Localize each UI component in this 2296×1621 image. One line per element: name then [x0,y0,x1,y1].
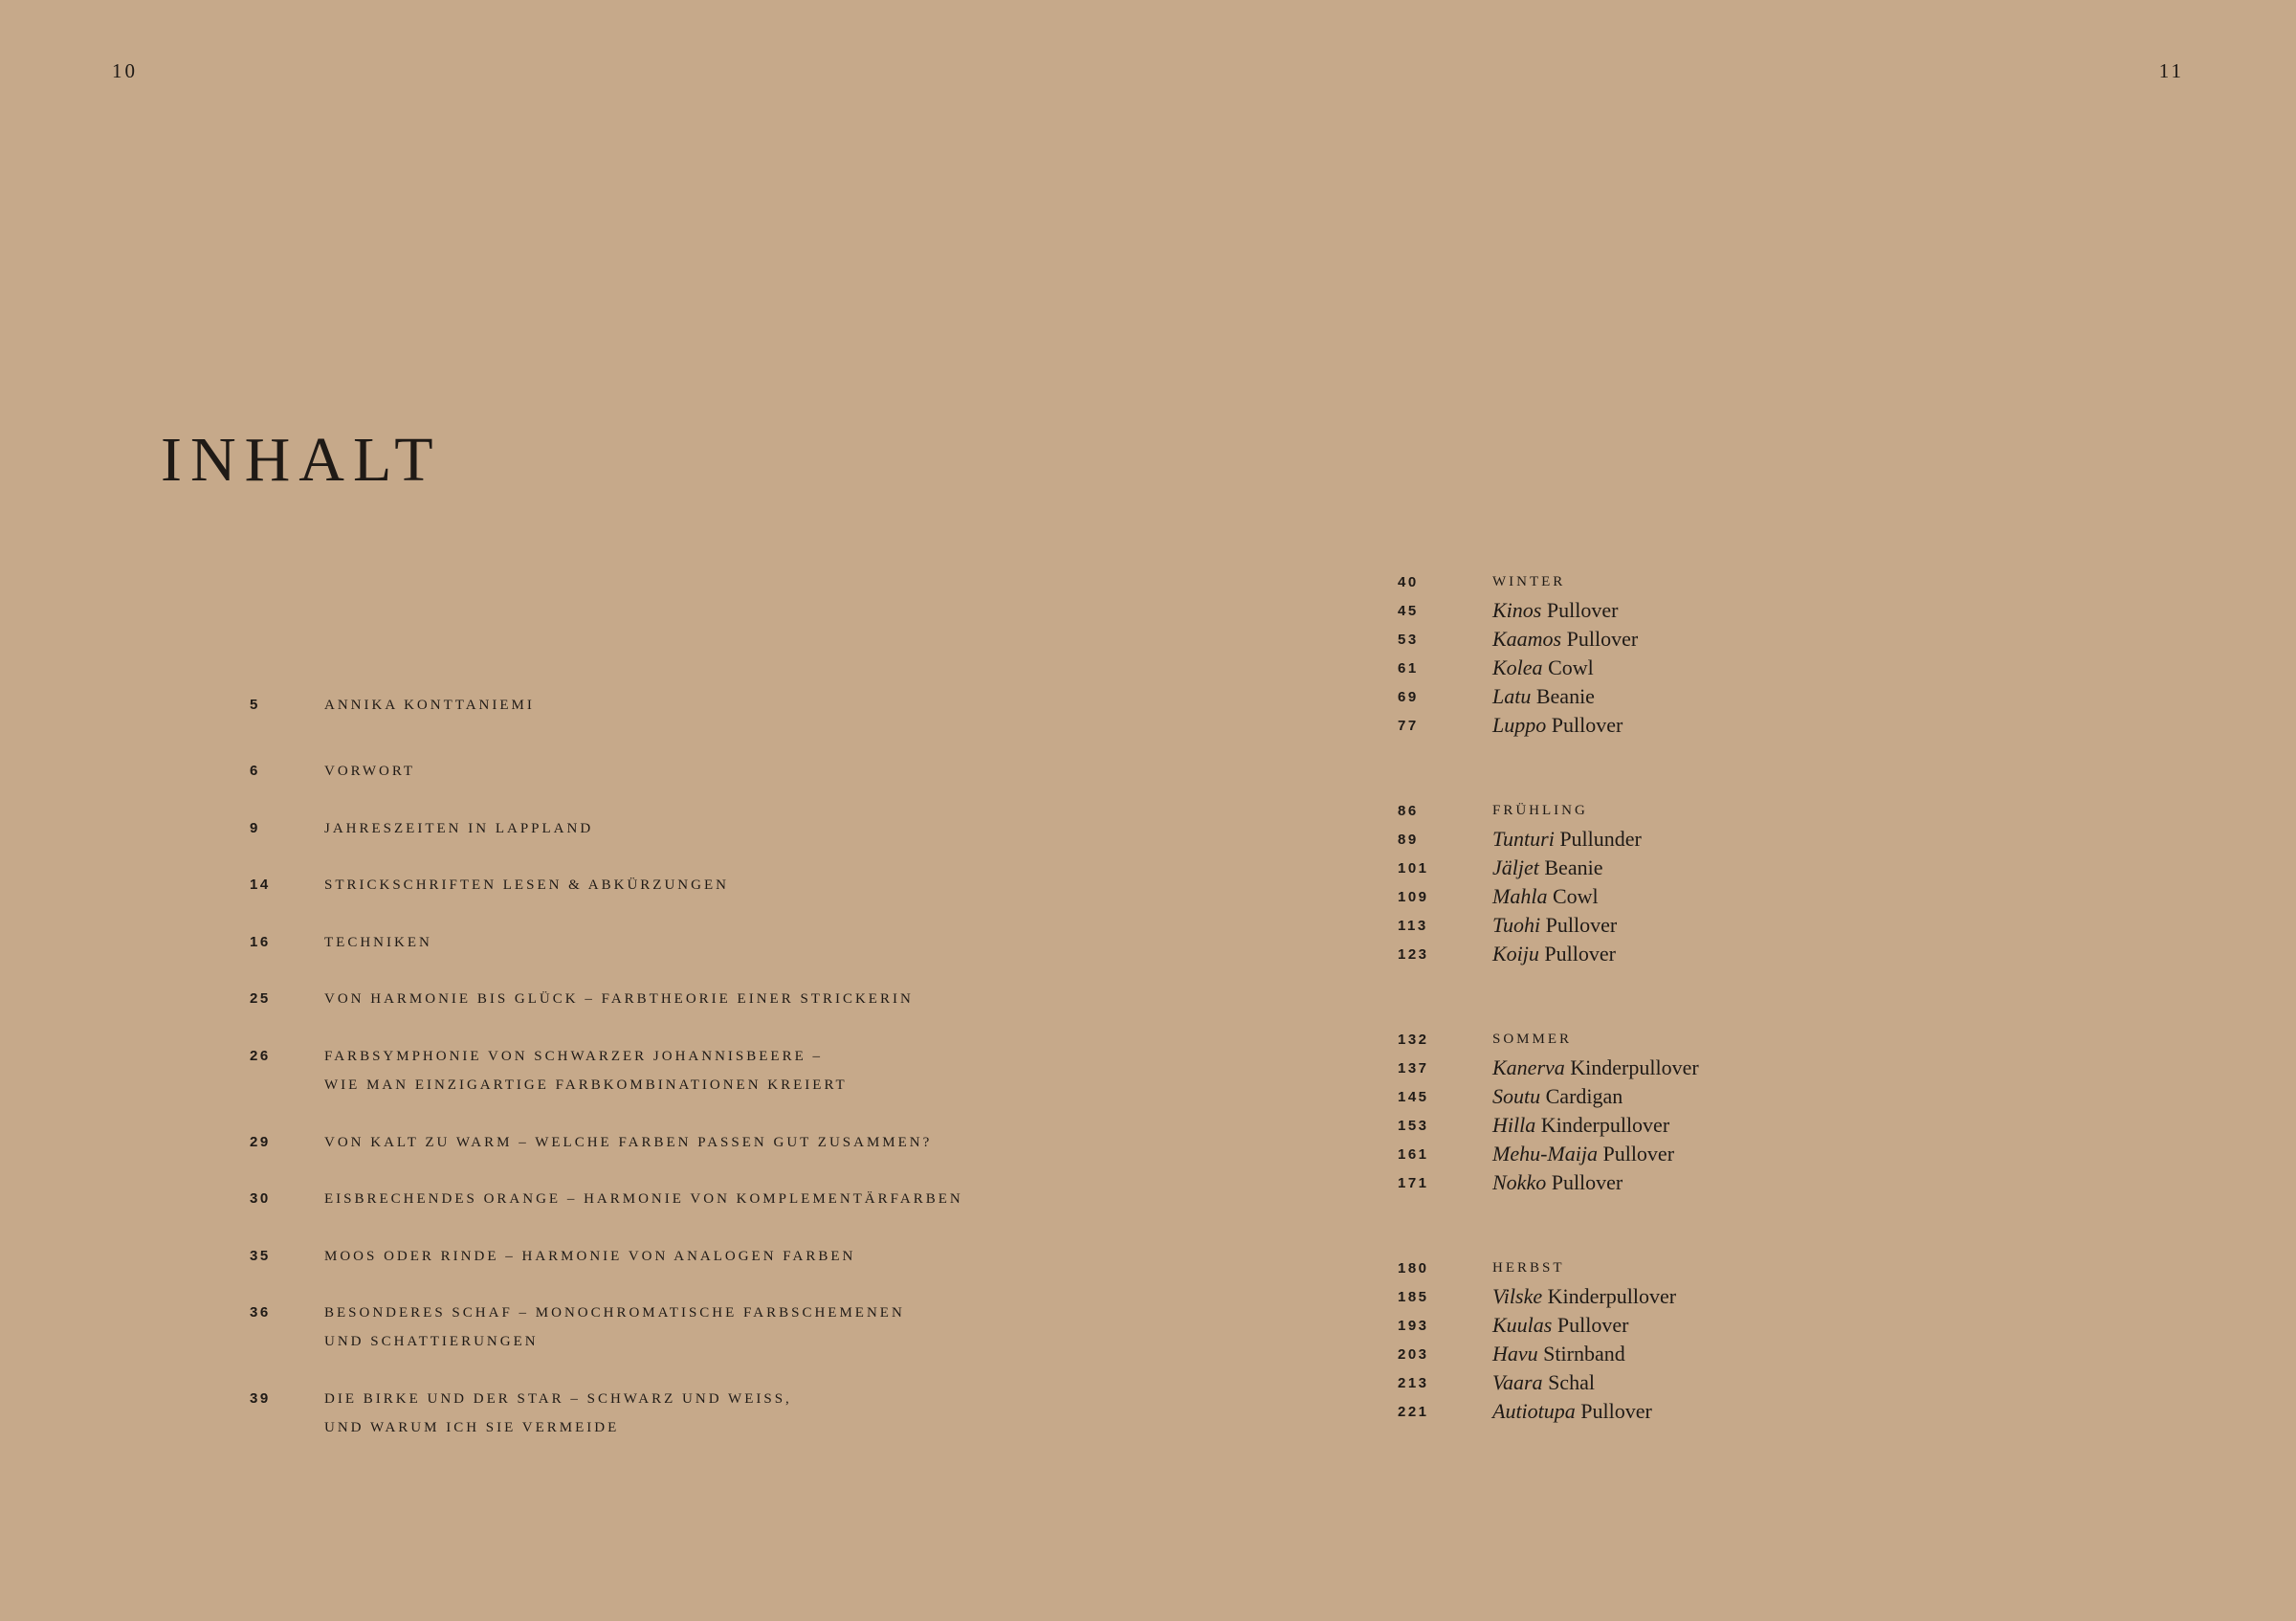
pattern-entry [1398,596,1638,625]
page-title: INHALT [161,425,442,495]
season-title: WINTER [1492,573,1566,589]
toc-entry [250,1299,1111,1356]
pattern-entry [1398,1397,1676,1426]
pattern-page-number: 213 [1398,1374,1429,1391]
pattern-page-number: 137 [1398,1059,1429,1077]
toc-entry-title: ANNIKA KONTTANIEMI [324,698,535,713]
pattern-type: Pullover [1580,1399,1652,1423]
pattern-entry [1398,625,1638,654]
page-number-left: 10 [112,59,138,82]
pattern-page-number: 101 [1398,859,1429,877]
pattern-type: Stirnband [1543,1342,1625,1366]
pattern-type: Beanie [1535,684,1595,708]
pattern-type: Kinderpullover [1540,1113,1670,1137]
pattern-entry [1398,1340,1676,1368]
toc-page-number: 39 [250,1390,271,1407]
toc-entry-title: VON HARMONIE BIS GLÜCK – FARBTHEORIE EINER STRICKERIN [324,991,914,1007]
pattern-entry [1398,882,1642,911]
pattern-name: Kinos [1492,598,1542,622]
toc-entry-title: STRICKSCHRIFTEN LESEN & ABKÜRZUNGEN [324,877,729,893]
pattern-page-number: 77 [1398,717,1419,734]
pattern-entry [1398,1368,1676,1397]
toc-page-number: 36 [250,1304,271,1321]
toc-entry-title: MOOS ODER RINDE – HARMONIE VON ANALOGEN FARBEN [324,1249,856,1264]
pattern-type: Cowl [1548,655,1594,679]
pattern-name: Kanerva [1492,1055,1565,1079]
toc-entry [250,871,1111,899]
pattern-entry [1398,1311,1676,1340]
pattern-type: Beanie [1544,855,1603,879]
pattern-entry [1398,1082,1699,1111]
pattern-name: Vilske [1492,1284,1543,1308]
pattern-type: Kinderpullover [1547,1284,1677,1308]
pattern-entry [1398,711,1638,740]
pattern-page-number: 61 [1398,659,1419,677]
pattern-type: Cardigan [1545,1084,1623,1108]
toc-page-number: 35 [250,1248,271,1264]
toc-entry [250,1128,1111,1157]
pattern-entry [1398,1140,1699,1168]
toc-page-number: 14 [250,877,271,893]
toc-entry [250,1042,1111,1099]
pattern-entry [1398,682,1638,711]
season-heading [1398,567,1638,596]
pattern-name: Tuohi [1492,913,1541,937]
toc-entry [250,814,1111,843]
pattern-page-number: 221 [1398,1403,1429,1420]
pattern-name: Koiju [1492,942,1539,966]
pattern-page-number: 109 [1398,888,1429,905]
toc-entry-title: DIE BIRKE UND DER STAR – SCHWARZ UND WEISS, [324,1391,792,1407]
pattern-name: Mahla [1492,884,1548,908]
toc-page-number: 26 [250,1048,271,1064]
toc-entry [250,928,1111,957]
toc-page-number: 25 [250,990,271,1007]
pattern-entry [1398,825,1642,854]
pattern-page-number: 203 [1398,1345,1429,1363]
pattern-name: Kolea [1492,655,1543,679]
pattern-page-number: 89 [1398,831,1419,848]
toc-page-number: 30 [250,1190,271,1207]
pattern-type: Pullover [1544,942,1616,966]
toc-page-number: 16 [250,934,271,950]
pattern-entry [1398,940,1642,968]
pattern-entry [1398,1111,1699,1140]
toc-entry-title: UND SCHATTIERUNGEN [324,1334,539,1349]
season-title: HERBST [1492,1259,1565,1276]
toc-entry-title: JAHRESZEITEN IN LAPPLAND [324,821,594,836]
toc-page-number: 6 [250,763,260,779]
toc-entry [250,1185,1111,1213]
toc-entry [250,1242,1111,1271]
season-title: SOMMER [1492,1031,1573,1047]
pattern-name: Kuulas [1492,1313,1553,1337]
pattern-page-number: 113 [1398,917,1428,934]
season-title: FRÜHLING [1492,802,1588,818]
pattern-entry [1398,854,1642,882]
pattern-name: Soutu [1492,1084,1541,1108]
pattern-page-number: 69 [1398,688,1419,705]
pattern-type: Pullover [1566,627,1639,651]
pattern-name: Kaamos [1492,627,1562,651]
pattern-entry [1398,654,1638,682]
pattern-name: Havu [1492,1342,1538,1366]
pattern-name: Luppo [1492,713,1547,737]
pattern-name: Nokko [1492,1170,1547,1194]
pattern-type: Kinderpullover [1570,1055,1699,1079]
pattern-entry [1398,1282,1676,1311]
pattern-page-number: 171 [1398,1174,1429,1191]
pattern-page-number: 53 [1398,631,1419,648]
season-page-number: 132 [1398,1031,1429,1048]
toc-entry [250,757,1111,786]
season-page-number: 40 [1398,573,1419,590]
season-page-number: 180 [1398,1259,1429,1277]
pattern-page-number: 193 [1398,1317,1429,1334]
toc-page-number: 9 [250,820,260,836]
toc-entry-title: BESONDERES SCHAF – MONOCHROMATISCHE FARBSCHEMENEN [324,1305,905,1321]
pattern-type: Pullover [1556,1313,1629,1337]
pattern-name: Vaara [1492,1370,1543,1394]
toc-entry-title: EISBRECHENDES ORANGE – HARMONIE VON KOMPLEMENTÄRFARBEN [324,1191,963,1207]
season-heading [1398,796,1642,825]
pattern-type: Pullover [1602,1142,1675,1166]
toc-entry-title: VORWORT [324,764,416,779]
pattern-page-number: 153 [1398,1117,1429,1134]
toc-entry [250,691,1111,720]
pattern-name: Autiotupa [1492,1399,1576,1423]
toc-entry-title: UND WARUM ICH SIE VERMEIDE [324,1420,620,1435]
pattern-type: Pullunder [1559,827,1642,851]
pattern-name: Jäljet [1492,855,1539,879]
season-page-number: 86 [1398,802,1419,819]
pattern-type: Cowl [1552,884,1599,908]
toc-entry [250,985,1111,1013]
pattern-name: Mehu-Maija [1492,1142,1598,1166]
season-section [1398,567,1638,740]
pattern-entry [1398,911,1642,940]
toc-page-number: 5 [250,697,260,713]
pattern-type: Pullover [1545,913,1618,937]
pattern-entry [1398,1054,1699,1082]
pattern-page-number: 45 [1398,602,1419,619]
pattern-type: Pullover [1546,598,1619,622]
pattern-entry [1398,1168,1699,1197]
pattern-type: Pullover [1551,1170,1623,1194]
toc-entry-title: WIE MAN EINZIGARTIGE FARBKOMBINATIONEN KREIERT [324,1077,848,1093]
toc-entry-title: VON KALT ZU WARM – WELCHE FARBEN PASSEN GUT ZUSAMMEN? [324,1135,933,1150]
pattern-type: Schal [1548,1370,1595,1394]
season-section [1398,796,1642,968]
toc-page-number: 29 [250,1134,271,1150]
season-section [1398,1254,1676,1426]
pattern-name: Tunturi [1492,827,1555,851]
pattern-type: Pullover [1551,713,1623,737]
toc-entry [250,1385,1111,1442]
season-heading [1398,1254,1676,1282]
pattern-page-number: 185 [1398,1288,1429,1305]
pattern-page-number: 145 [1398,1088,1429,1105]
pattern-name: Latu [1492,684,1532,708]
page-number-right: 11 [2158,59,2184,82]
season-section [1398,1025,1699,1197]
toc-entry-title: FARBSYMPHONIE VON SCHWARZER JOHANNISBEERE – [324,1049,823,1064]
pattern-page-number: 123 [1398,945,1429,963]
season-heading [1398,1025,1699,1054]
toc-entry-title: TECHNIKEN [324,935,432,950]
pattern-name: Hilla [1492,1113,1536,1137]
pattern-page-number: 161 [1398,1145,1429,1163]
